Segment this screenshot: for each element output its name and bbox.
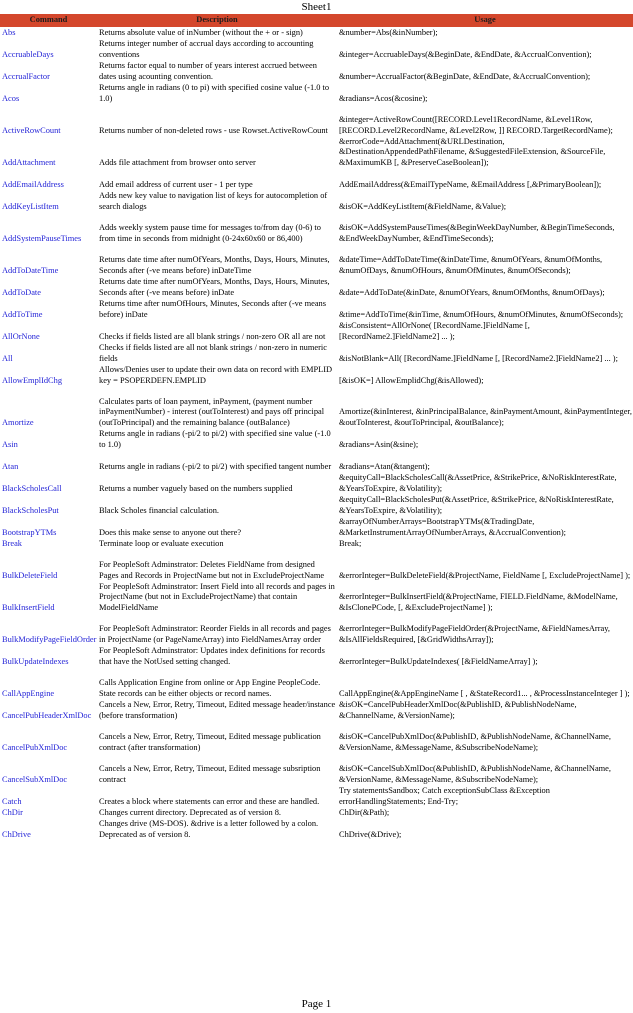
description-cell: For PeopleSoft Adminstrator: Insert Field into all records and pages in ProjectName (but not in ExcludeProjectName) that contain ModelFieldName bbox=[99, 581, 335, 612]
usage-cell: &isOK=CancelSubXmlDoc(&PublishID, &PublishNodeName, &ChannelName, &VersionName, &MessageName, &SubscribeNodeName); bbox=[339, 764, 611, 784]
command-cell: Atan bbox=[2, 461, 19, 471]
description-cell: For PeopleSoft Adminstrator: Updates index definitions for records that have the NotUsed setting changed. bbox=[99, 646, 325, 666]
usage-cell: &errorInteger=BulkInsertField(&ProjectName, FIELD.FieldName, &ModelName, &IsClonePCode, [, &ExcludeProjectName] ); bbox=[339, 592, 618, 612]
usage-cell: &equityCall=BlackScholesPut(&AssetPrice, &StrikePrice, &NoRiskInterestRate, &YearsToExpire, &Volatility); bbox=[339, 495, 614, 515]
usage-cell: &radians=Atan(&tangent); bbox=[339, 461, 430, 471]
table-row bbox=[0, 699, 633, 721]
table-row bbox=[0, 104, 633, 136]
header-usage: Usage bbox=[337, 14, 633, 27]
usage-cell: &number=Abs(&inNumber); bbox=[339, 27, 438, 37]
command-cell: Abs bbox=[2, 27, 16, 37]
usage-cell: &errorInteger=BulkDeleteField(&ProjectName, FieldName [, ExcludeProjectName] ); bbox=[339, 570, 631, 580]
description-cell: Returns factor equal to number of years interest accrued between dates using acounting convention. bbox=[99, 61, 317, 81]
command-cell: AllOrNone bbox=[2, 331, 40, 341]
table-row bbox=[0, 516, 633, 538]
sheet-title: Sheet1 bbox=[301, 1, 332, 13]
usage-cell: &isOK=AddSystemPauseTimes(&BeginWeekDayNumber, &BeginTimeSeconds, &EndWeekDayNumber, &EndTimeSeconds); bbox=[339, 223, 615, 243]
command-cell: AddSystemPauseTimes bbox=[2, 233, 82, 243]
usage-cell: ChDir(&Path); bbox=[339, 807, 390, 817]
table-row bbox=[0, 428, 633, 450]
usage-cell: Break; bbox=[339, 538, 362, 548]
usage-cell: Amortize(&inInterest, &inPrincipalBalance, &inPaymentAmount, &inPaymentInteger, &outToInterest, &outToPrincipal, &outBalance); bbox=[339, 407, 632, 427]
description-cell: Black Scholes financial calculation. bbox=[99, 505, 219, 515]
description-cell: Returns absolute value of inNumber (without the + or - sign) bbox=[99, 27, 303, 37]
command-cell: Catch bbox=[2, 796, 22, 806]
usage-cell: &integer=ActiveRowCount([RECORD.Level1RecordName, &Level1Row, [RECORD.Level2RecordName, &Level2Row, ]] RECORD.TargetRecordName); bbox=[339, 115, 613, 135]
header-description: Description bbox=[97, 14, 337, 27]
command-cell: CancelPubXmlDoc bbox=[2, 742, 68, 752]
table-row bbox=[0, 168, 633, 190]
command-cell: BootstrapYTMs bbox=[2, 527, 57, 537]
description-cell: Checks if fields listed are all blank strings / non-zero OR all are not bbox=[99, 331, 326, 341]
command-cell: AccrualFactor bbox=[2, 71, 50, 81]
description-cell: For PeopleSoft Adminstrator: Reorder Fields in all records and pages in ProjectName (or PageNameArray) into FieldNamesArray order bbox=[99, 624, 331, 644]
usage-cell: &isOK=CancelPubXmlDoc(&PublishID, &PublishNodeName, &ChannelName, &VersionName, &MessageName, &SubscribeNodeName); bbox=[339, 732, 611, 752]
table-row bbox=[0, 190, 633, 212]
description-cell: Returns a number vaguely based on the numbers supplied bbox=[99, 483, 293, 493]
table-row bbox=[0, 342, 633, 364]
usage-cell: &isNotBlank=All( [RecordName.]FieldName [, [RecordName2.]FieldName2] ... ); bbox=[339, 353, 618, 363]
usage-cell: Try statementsSandbox; Catch exceptionSubClass &Exception errorHandlingStatements; End-Try; bbox=[339, 786, 550, 806]
command-cell: BulkInsertField bbox=[2, 602, 55, 612]
table-row bbox=[0, 785, 633, 807]
table-row bbox=[0, 667, 633, 699]
usage-cell: &equityCall=BlackScholesCall(&AssetPrice, &StrikePrice, &NoRiskInterestRate, &YearsToExpire, &Volatility); bbox=[339, 473, 617, 493]
description-cell: For PeopleSoft Adminstrator: Deletes FieldName from designed Pages and Records in ProjectName but not in ExcludeProjectName bbox=[99, 560, 325, 580]
command-cell: AccruableDays bbox=[2, 49, 54, 59]
table-row bbox=[0, 27, 633, 38]
table-row bbox=[0, 472, 633, 494]
table-body bbox=[0, 27, 633, 840]
table-row bbox=[0, 386, 633, 428]
header-row bbox=[0, 14, 633, 27]
command-cell: AddEmailAddress bbox=[2, 179, 64, 189]
usage-cell: &isOK=CancelPubHeaderXmlDoc(&PublishID, &PublishNodeName, &ChannelName, &VersionName); bbox=[339, 700, 577, 720]
description-cell: Returns date time after numOfYears, Months, Days, Hours, Minutes, Seconds after (-ve means before) inDateTime bbox=[99, 255, 330, 275]
command-cell: BlackScholesCall bbox=[2, 483, 62, 493]
table-row bbox=[0, 549, 633, 581]
description-cell: Does this make sense to anyone out there? bbox=[99, 527, 242, 537]
command-cell: Amortize bbox=[2, 417, 34, 427]
command-cell: ChDrive bbox=[2, 829, 31, 839]
description-cell: Adds file attachment from browser onto server bbox=[99, 157, 256, 167]
command-cell: Acos bbox=[2, 93, 20, 103]
table-row bbox=[0, 613, 633, 645]
description-cell: Cancels a New, Error, Retry, Timeout, Edited message subsription contract bbox=[99, 764, 321, 784]
command-cell: BulkModifyPageFieldOrder bbox=[2, 634, 97, 644]
usage-cell: [&isOK=] AllowEmplidChg(&isAllowed); bbox=[339, 375, 484, 385]
command-cell: ActiveRowCount bbox=[2, 125, 61, 135]
usage-cell: &time=AddToTime(&inTime, &numOfHours, &numOfMinutes, &numOfSeconds); bbox=[339, 309, 624, 319]
command-cell: AddToDate bbox=[2, 287, 41, 297]
table-row bbox=[0, 276, 633, 298]
table-row bbox=[0, 60, 633, 82]
usage-cell: &radians=Acos(&cosine); bbox=[339, 93, 428, 103]
description-cell: Calls Application Engine from online or App Engine PeopleCode. State records can be either objects or record names. bbox=[99, 678, 321, 698]
table-row bbox=[0, 298, 633, 320]
table-row bbox=[0, 818, 633, 840]
header-command: Command bbox=[0, 14, 97, 27]
table-row bbox=[0, 753, 633, 785]
table-row bbox=[0, 212, 633, 244]
description-cell: Cancels a New, Error, Retry, Timeout, Edited message header/instance (before transformation) bbox=[99, 700, 336, 720]
table-row bbox=[0, 364, 633, 386]
command-cell: Break bbox=[2, 538, 22, 548]
usage-cell: &isConsistent=AllOrNone( [RecordName.]FieldName [, [RecordName2.]FieldName2] ... ); bbox=[339, 321, 530, 341]
table-row bbox=[0, 645, 633, 667]
description-cell: Changes drive (MS-DOS). &drive is a letter followed by a colon. Deprecated as of version 8. bbox=[99, 819, 319, 839]
description-cell: Returns angle in radians (0 to pi) with specified cosine value (-1.0 to 1.0) bbox=[99, 83, 330, 103]
table-row bbox=[0, 494, 633, 516]
table-row bbox=[0, 136, 633, 168]
description-cell: Creates a block where statements can error and these are handled. bbox=[99, 796, 320, 806]
command-cell: AddAttachment bbox=[2, 157, 56, 167]
table-row bbox=[0, 581, 633, 613]
usage-cell: ChDrive(&Drive); bbox=[339, 829, 402, 839]
description-cell: Cancels a New, Error, Retry, Timeout, Edited message publication contract (after transformation) bbox=[99, 732, 321, 752]
description-cell: Returns time after numOfHours, Minutes, Seconds after (-ve means before) inDate bbox=[99, 299, 326, 319]
usage-cell: &radians=Asin(&sine); bbox=[339, 439, 419, 449]
command-cell: AddToTime bbox=[2, 309, 43, 319]
description-cell: Add email address of current user - 1 per type bbox=[99, 179, 253, 189]
table-row bbox=[0, 82, 633, 104]
usage-cell: &errorCode=AddAttachment(&URLDestination, &DestinationAppendedPathFilename, &SuggestedFileExtension, &SourceFile, &MaximumKB [, &PreserveCaseBoolean]); bbox=[339, 136, 606, 167]
command-cell: BulkDeleteField bbox=[2, 570, 58, 580]
description-cell: Returns angle in radians (-pi/2 to pi/2) with specified tangent number bbox=[99, 461, 332, 471]
description-cell: Calculates parts of loan payment, inPayment, (payment number inPaymentNumber) - interest (outToInterest) and pays off principal (outToPrincipal) and the remaining balance (outBalance) bbox=[99, 396, 325, 427]
command-cell: CancelPubHeaderXmlDoc bbox=[2, 710, 92, 720]
description-cell: Returns number of non-deleted rows - use Rowset.ActiveRowCount bbox=[99, 125, 328, 135]
description-cell: Allows/Denies user to update their own data on record with EMPLID key = PSOPERDEFN.EMPLID bbox=[99, 365, 333, 385]
description-cell: Returns date time after numOfYears, Months, Days, Hours, Minutes, Seconds after (-ve means before) inDate bbox=[99, 277, 330, 297]
command-cell: CancelSubXmlDoc bbox=[2, 774, 68, 784]
command-cell: AddToDateTime bbox=[2, 265, 59, 275]
usage-cell: &isOK=AddKeyListItem(&FieldName, &Value); bbox=[339, 201, 507, 211]
usage-cell: &errorInteger=BulkModifyPageFieldOrder(&ProjectName, &FieldNamesArray, &IsAllFieldsRequired, [&GridWidthsArray]); bbox=[339, 624, 610, 644]
usage-cell: &errorInteger=BulkUpdateIndexes( [&FieldNameArray] ); bbox=[339, 656, 538, 666]
usage-cell: &integer=AccruableDays(&BeginDate, &EndDate, &AccrualConvention); bbox=[339, 49, 592, 59]
table-row bbox=[0, 320, 633, 342]
table-row bbox=[0, 538, 633, 549]
usage-cell: &arrayOfNumberArrays=BootstrapYTMs(&TradingDate, &MarketInstrumentArrayOfNumberArrays, &AccrualConvention); bbox=[339, 517, 566, 537]
description-cell: Adds new key value to navigation list of keys for autocompletion of search dialogs bbox=[99, 191, 328, 211]
description-cell: Adds weekly system pause time for messages to/from day (0-6) to from time in seconds from midnight (0-24x60x60 or 86,400) bbox=[99, 223, 321, 243]
command-cell: AllowEmplIdChg bbox=[2, 375, 63, 385]
usage-cell: &dateTime=AddToDateTime(&inDateTime, &numOfYears, &numOfMonths, &numOfDays, &numOfHours, &numOfMinutes, &numOfSeconds); bbox=[339, 255, 603, 275]
table-row bbox=[0, 807, 633, 818]
command-table bbox=[0, 14, 633, 840]
command-cell: ChDir bbox=[2, 807, 23, 817]
command-cell: All bbox=[2, 353, 13, 363]
command-cell: BulkUpdateIndexes bbox=[2, 656, 69, 666]
usage-cell: CallAppEngine(&AppEngineName [ , &StateRecord1... , &ProcessInstanceInteger ] ); bbox=[339, 688, 630, 698]
description-cell: Terminate loop or evaluate execution bbox=[99, 538, 224, 548]
usage-cell: AddEmailAddress(&EmailTypeName, &EmailAddress [,&PrimaryBoolean]); bbox=[339, 179, 602, 189]
table-row bbox=[0, 244, 633, 276]
description-cell: Returns integer number of accrual days according to accounting conventions bbox=[99, 39, 314, 59]
description-cell: Changes current directory. Deprecated as of version 8. bbox=[99, 807, 282, 817]
page-footer: Page 1 bbox=[301, 998, 332, 1010]
table-row bbox=[0, 38, 633, 60]
command-cell: CallAppEngine bbox=[2, 688, 55, 698]
table-row bbox=[0, 721, 633, 753]
description-cell: Checks if fields listed are all not blank strings / non-zero in numeric fields bbox=[99, 343, 327, 363]
table-row bbox=[0, 450, 633, 472]
command-cell: AddKeyListItem bbox=[2, 201, 59, 211]
usage-cell: &date=AddToDate(&inDate, &numOfYears, &numOfMonths, &numOfDays); bbox=[339, 287, 605, 297]
description-cell: Returns angle in radians (-pi/2 to pi/2) with specified sine value (-1.0 to 1.0) bbox=[99, 429, 331, 449]
usage-cell: &number=AccrualFactor(&BeginDate, &EndDate, &AccrualConvention); bbox=[339, 71, 591, 81]
command-cell: Asin bbox=[2, 439, 18, 449]
command-cell: BlackScholesPut bbox=[2, 505, 59, 515]
